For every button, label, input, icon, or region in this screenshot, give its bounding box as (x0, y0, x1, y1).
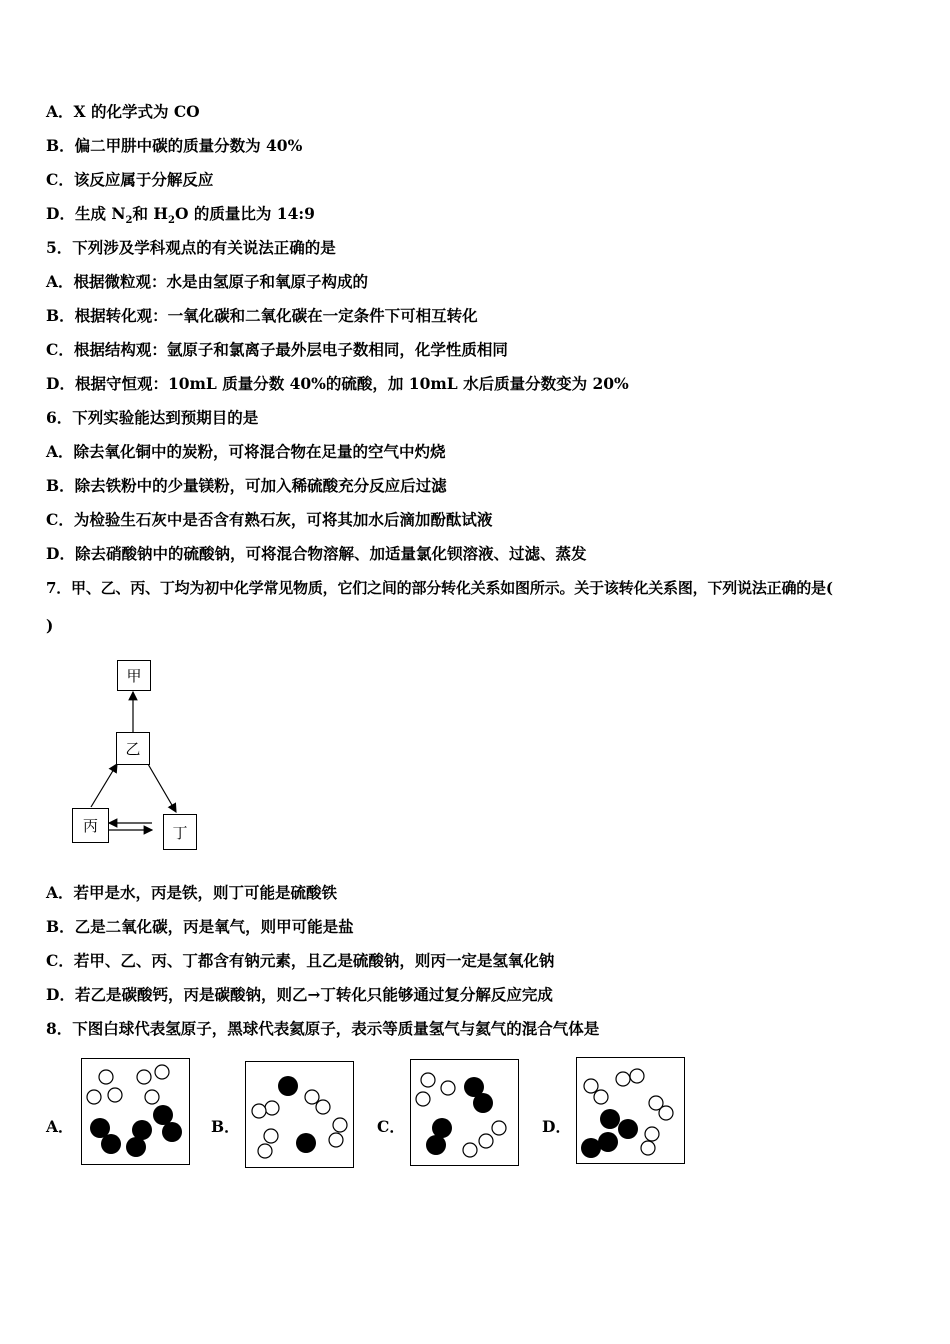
q5-option-a: A．根据微粒观：水是由氢原子和氧原子构成的 (46, 272, 369, 291)
q4-option-d: D．生成 $N_2$和 $H_2O$ 的质量比为 14:9 (46, 204, 315, 227)
helium-atoms (90, 1105, 182, 1157)
q4-option-a: A．X 的化学式为 CO (46, 102, 200, 121)
q6-option-a: A．除去氧化铜中的炭粉，可将混合物在足量的空气中灼烧 (46, 442, 446, 461)
helium-atoms (581, 1109, 638, 1158)
arrow-yi-to-ding (148, 764, 176, 812)
q8-label-d: D． (542, 1117, 571, 1136)
node-bing: 丙 (72, 808, 109, 843)
q8-option-b-box (245, 1061, 354, 1168)
q8-option-a-box (81, 1058, 190, 1165)
hydrogen-atoms (87, 1065, 169, 1104)
q5-option-b: B．根据转化观：一氧化碳和二氧化碳在一定条件下可相互转化 (46, 306, 478, 325)
node-ding: 丁 (163, 814, 197, 850)
q6-stem: 6．下列实验能达到预期目的是 (46, 408, 259, 427)
q4-option-b: B．偏二甲肼中碳的质量分数为 40% (46, 136, 303, 155)
q7-option-c: C．若甲、乙、丙、丁都含有钠元素，且乙是硫酸钠，则丙一定是氢氧化钠 (46, 951, 555, 970)
node-yi: 乙 (116, 732, 150, 765)
q7-option-b: B．乙是二氧化碳，丙是氧气，则甲可能是盐 (46, 917, 354, 936)
q8-stem: 8．下图白球代表氢原子，黑球代表氦原子，表示等质量氢气与氦气的混合气体是 (46, 1019, 600, 1038)
q7-stem-line2: ) (46, 616, 54, 635)
q8-label-c: C． (377, 1117, 405, 1136)
node-jia: 甲 (117, 660, 151, 691)
q5-option-d: D．根据守恒观：10mL 质量分数 40%的硫酸，加 10mL 水后质量分数变为 20% (46, 374, 629, 393)
q6-option-c: C．为检验生石灰中是否含有熟石灰，可将其加水后滴加酚酞试液 (46, 510, 493, 529)
q4-option-c: C．该反应属于分解反应 (46, 170, 214, 189)
q5-stem: 5．下列涉及学科观点的有关说法正确的是 (46, 238, 336, 257)
q8-label-b: B． (211, 1117, 240, 1136)
q7-stem-line1: 7．甲、乙、丙、丁均为初中化学常见物质，它们之间的部分转化关系如图所示。关于该转化关系图，下列说法正确的是( (46, 579, 833, 597)
q7-option-a: A．若甲是水，丙是铁，则丁可能是硫酸铁 (46, 883, 338, 902)
q7-option-d: D．若乙是碳酸钙，丙是碳酸钠，则乙→丁转化只能够通过复分解反应完成 (46, 985, 553, 1004)
helium-atoms (278, 1076, 316, 1153)
q6-option-d: D．除去硝酸钠中的硫酸钠，可将混合物溶解、加适量氯化钡溶液、过滤、蒸发 (46, 544, 587, 563)
arrow-bing-to-yi (91, 764, 117, 807)
q8-label-a: A． (46, 1117, 74, 1136)
q8-option-d-box (576, 1057, 685, 1164)
q8-option-c-box (410, 1059, 519, 1166)
q5-option-c: C．根据结构观：氩原子和氯离子最外层电子数相同，化学性质相同 (46, 340, 508, 359)
q6-option-b: B．除去铁粉中的少量镁粉，可加入稀硫酸充分反应后过滤 (46, 476, 447, 495)
